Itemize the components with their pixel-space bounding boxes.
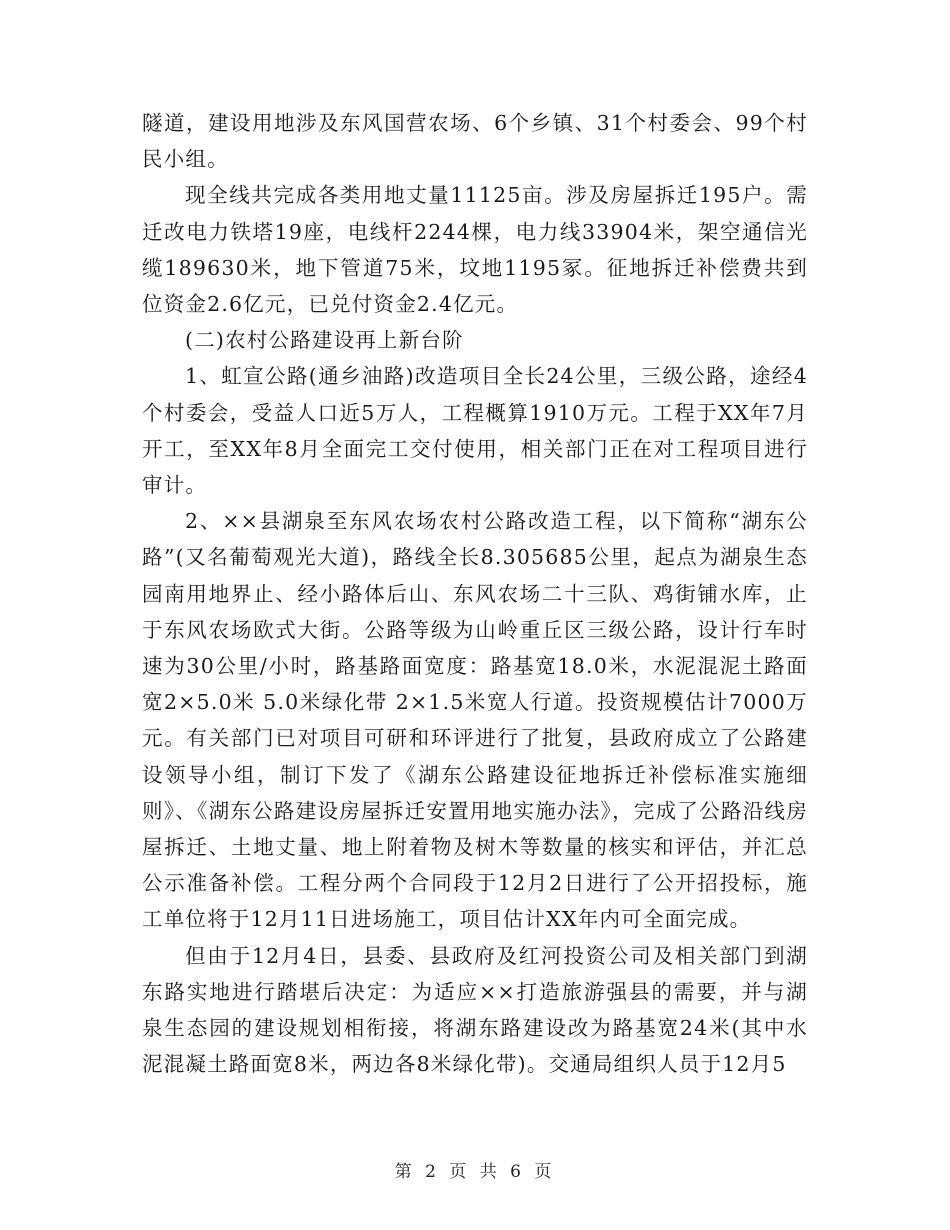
paragraph-hongxuan-road: 1、虹宣公路(通乡油路)改造项目全长24公里，三级公路，途经4个村委会，受益人口近5万人，工程概算1910万元。工程于XX年7月开工，至XX年8月全面完工交付使用，相关部门正在对工程项目进行审计。 <box>142 364 808 498</box>
page-number-footer: 第 2 页 共 6 页 <box>394 1162 556 1182</box>
paragraph-land-survey: 现全线共完成各类用地丈量11125亩。涉及房屋拆迁195户。需迁改电力铁塔19座，电线杆2244棵，电力线33904米，架空通信光缆189630米，地下管道75米，坟地1195冢。征地拆迁补偿费共到位资金2.6亿元，已兑付资金2.4亿元。 <box>142 183 808 317</box>
document-body <box>142 105 808 1082</box>
section-heading-rural-roads: (二)农村公路建设再上新台阶 <box>185 328 464 353</box>
paragraph-hudong-road: 2、××县湖泉至东风农场农村公路改造工程，以下简称“湖东公路”(又名葡萄观光大道)，路线全长8.305685公里，起点为湖泉生态园南用地界止、经小路体后山、东风农场二十三队、鸡街铺水库，止于东风农场欧式大街。公路等级为山岭重丘区三级公路，设计行车时速为30公里/小时，路基路面宽度：路基宽18.0米，水泥混泥土路面宽2×5.0米 5.0米绿化带 2×1.5米宽人行道。投资规模估计7000万元。有关部门已对项目可研和环评进行了批复，县政府成立了公路建设领导小组，制订下发了《湖东公路建设征地拆迁补偿标准实施细则》、《湖东公路建设房屋拆迁安置用地实施办法》，完成了公路沿线房屋拆迁、土地丈量、地上附着物及树木等数量的核实和评估，并汇总公示准备补偿。工程分两个合同段于12月2日进行了公开招投标，施工单位将于12月11日进场施工，项目估计XX年内可全面完成。 <box>142 509 808 932</box>
paragraph-road-redesign: 但由于12月4日，县委、县政府及红河投资公司及相关部门到湖东路实地进行踏堪后决定：为适应××打造旅游强县的需要，并与湖泉生态园的建设规划相衔接，将湖东路建设改为路基宽24米(其中水泥混凝土路面宽8米，两边各8米绿化带)。交通局组织人员于12月5 <box>142 943 808 1077</box>
paragraph-land-scope: 隧道，建设用地涉及东风国营农场、6个乡镇、31个村委会、99个村民小组。 <box>142 111 808 172</box>
